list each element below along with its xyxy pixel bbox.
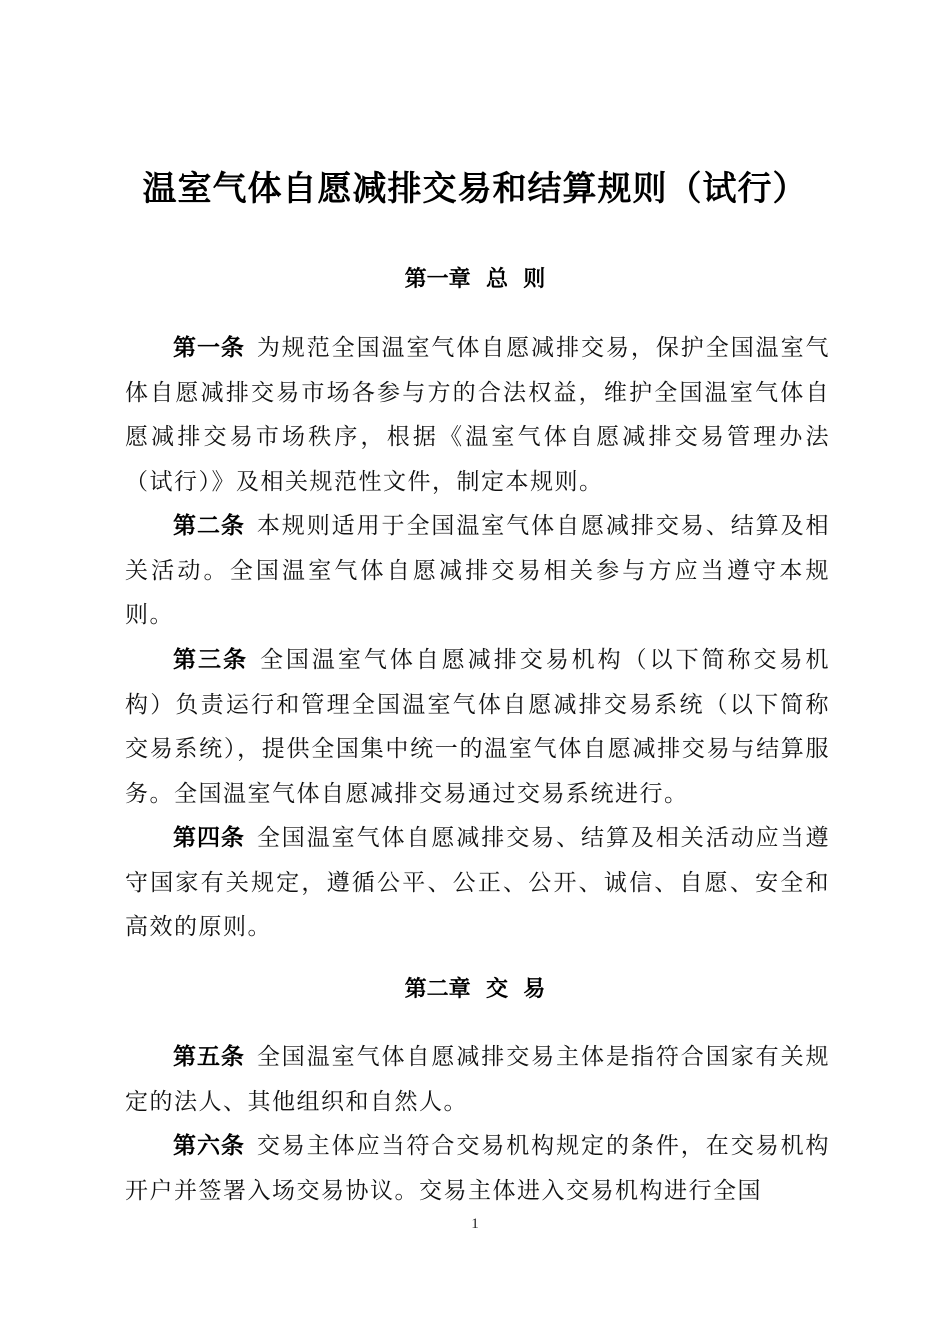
article-3 [125, 638, 830, 816]
article-label: 第二条 [173, 513, 245, 539]
article-text: 交易主体应当符合交易机构规定的条件，在交易机构开户并签署入场交易协议。交易主体进入交易机构进行全国 [125, 1133, 831, 1204]
article-label: 第六条 [173, 1133, 245, 1159]
page-number: 1 [471, 1216, 479, 1232]
article-2 [125, 504, 830, 638]
article-label: 第五条 [173, 1044, 245, 1070]
article-text: 全国温室气体自愿减排交易主体是指符合国家有关规定的法人、其他组织和自然人。 [125, 1044, 831, 1115]
article-text: 为规范全国温室气体自愿减排交易，保护全国温室气体自愿减排交易市场各参与方的合法权益，维护全国温室气体自愿减排交易市场秩序，根据《温室气体自愿减排交易管理办法（试行）》及相关规范性文件，制定本规则。 [125, 335, 831, 495]
article-text: 全国温室气体自愿减排交易机构（以下简称交易机构）负责运行和管理全国温室气体自愿减排交易系统（以下简称交易系统），提供全国集中统一的温室气体自愿减排交易与结算服务。全国温室气体自愿减排交易通过交易系统进行。 [125, 647, 830, 807]
article-label: 第一条 [173, 335, 245, 361]
article-5 [125, 1035, 830, 1124]
chapter-heading-trading: 第二章 交 易 [404, 977, 546, 1002]
article-label: 第四条 [173, 825, 245, 851]
article-6 [125, 1124, 830, 1213]
article-text: 全国温室气体自愿减排交易、结算及相关活动应当遵守国家有关规定，遵循公平、公正、公开、诚信、自愿、安全和高效的原则。 [125, 825, 831, 940]
article-4 [125, 816, 830, 950]
article-text: 本规则适用于全国温室气体自愿减排交易、结算及相关活动。全国温室气体自愿减排交易相关参与方应当遵守本规则。 [125, 513, 831, 628]
article-1 [125, 326, 830, 504]
chapter-heading-general-provisions: 第一章 总 则 [404, 267, 546, 292]
article-label: 第三条 [173, 647, 248, 673]
document-title: 温室气体自愿减排交易和结算规则（试行） [142, 168, 808, 209]
